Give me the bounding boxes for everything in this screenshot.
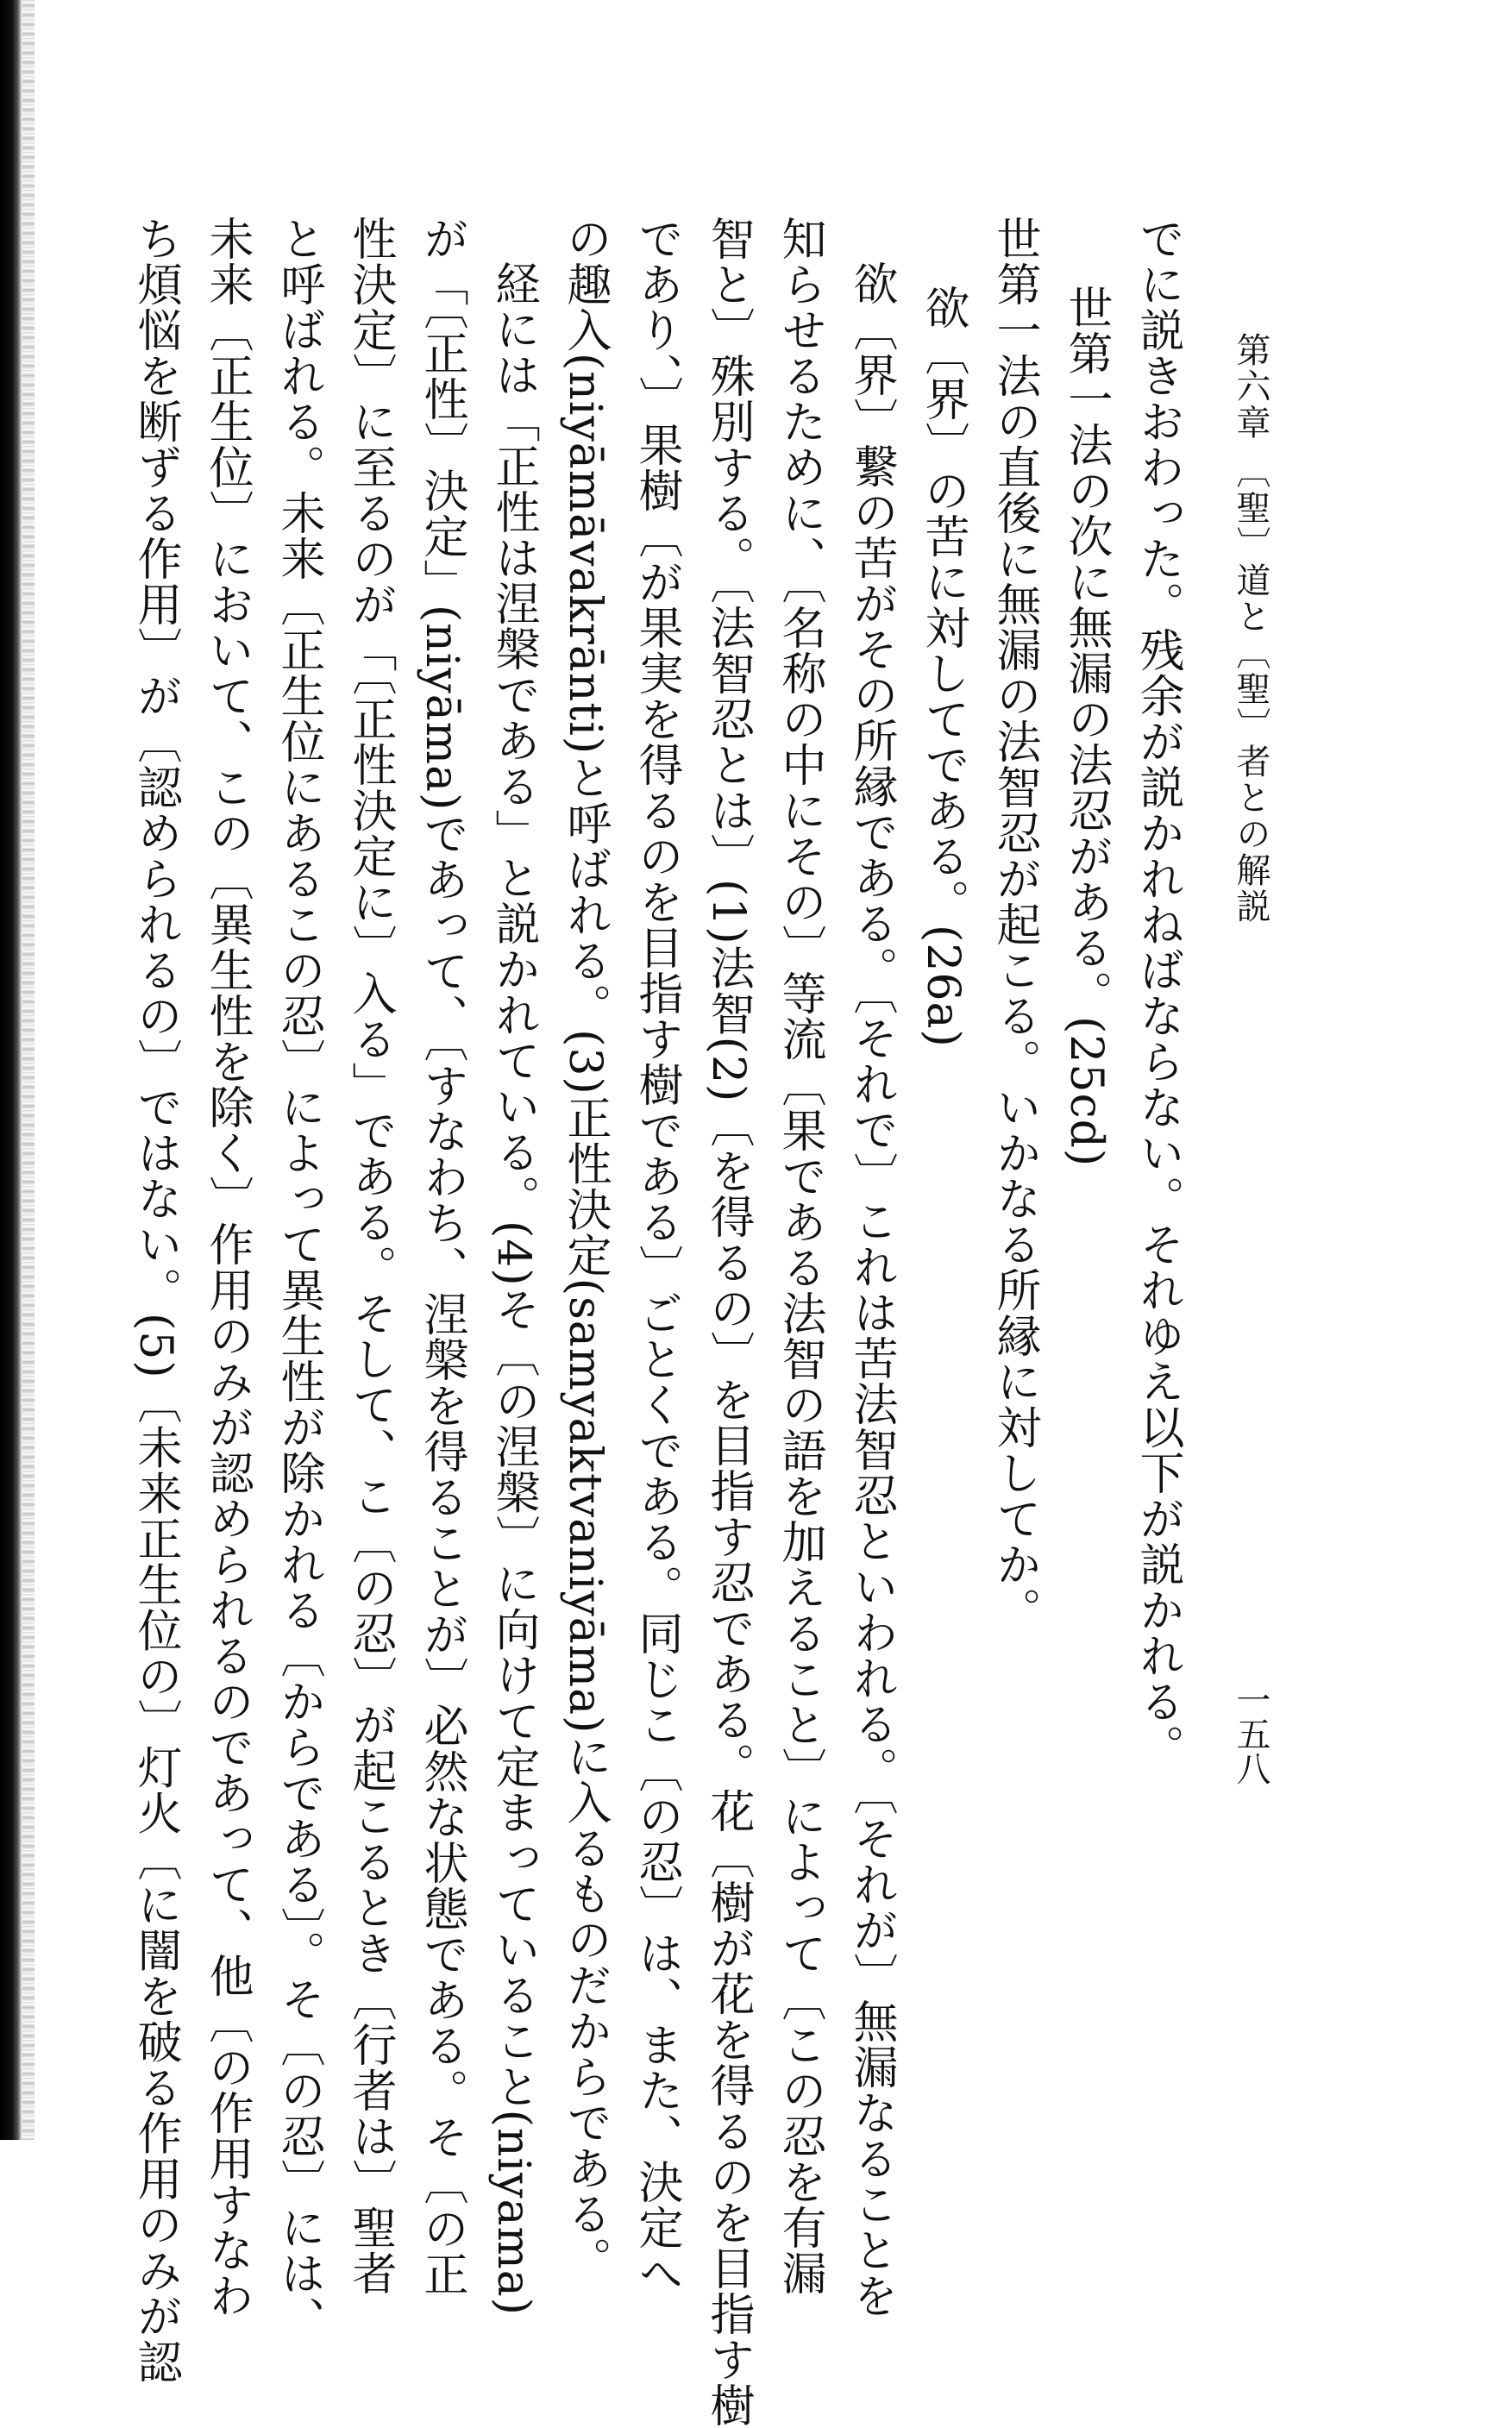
text-column: と呼ばれる。未来〔正生位にあるこの忍〕によって異生性が除かれる〔からである〕。そ〔の忍〕には、 <box>273 216 324 2342</box>
page-number: 一五八 <box>1231 1682 1270 1785</box>
text-column: 欲〔界〕繋の苦がその所縁である。〔それで〕これは苦法智忍といわれる。〔それが〕無漏なることを <box>845 260 897 2318</box>
text-body <box>119 216 1193 2428</box>
text-column: でに説きおわった。残余が説かれねばならない。それゆえ以下が説かれる。 <box>1132 216 1183 1770</box>
text-column: ち煩悩を断ずる作用〕が〔認められるの〕ではない。(5)〔未来正生位の〕灯火〔に闇を破る作用のみが認 <box>129 216 181 2385</box>
text-column: 未来〔正生位〕において、この〔異生性を除く〕作用のみが認められるのであって、他〔の作用すなわ <box>201 216 253 2318</box>
verse-line: 世第一法の次に無漏の法忍がある。(25cd) <box>1060 285 1112 1168</box>
scan-binding-texture <box>22 0 35 2140</box>
text-column: 知らせるために、〔名称の中にその〕等流〔果である法智の語を加えること〕によって〔この忍を有漏 <box>774 216 825 2296</box>
running-head: 第六章 〔聖〕道と〔聖〕者との解説 <box>1231 332 1270 925</box>
text-column: であり、〕果樹〔が果実を得るのを目指す樹である〕ごとくである。同じこ〔の忍〕は、また、決定へ <box>631 216 682 2296</box>
text-column: 経には「正性は涅槃である」と説かれている。(4)そ〔の涅槃〕に向けて定まっていること(niyama) <box>487 260 539 2317</box>
text-column: 智と〕殊別する。〔法智忍とは〕(1)法智(2)〔を得るの〕を目指す忍である。花〔樹が花を得るのを目指す樹 <box>702 216 754 2428</box>
text-column: 性決定〕に至るのが「〔正性決定に〕入る」である。そして、こ〔の忍〕が起こるとき〔行者は〕聖者 <box>344 216 396 2296</box>
scan-binding-edge <box>0 0 22 2140</box>
text-column: の趣入(niyāmāvakrānti)と呼ばれる。(3)正性決定(samyaktvaniyāma)に入るものだからである。 <box>559 216 611 2283</box>
verse-line: 欲〔界〕の苦に対してである。(26a) <box>917 285 969 1048</box>
text-column: が「〔正性〕決定」(niyāma)であって、〔すなわち、涅槃を得ることが〕必然な状態である。そ〔の正 <box>416 216 467 2298</box>
text-column: 世第一法の直後に無漏の法智忍が起こる。いかなる所縁に対してか。 <box>988 216 1040 1633</box>
